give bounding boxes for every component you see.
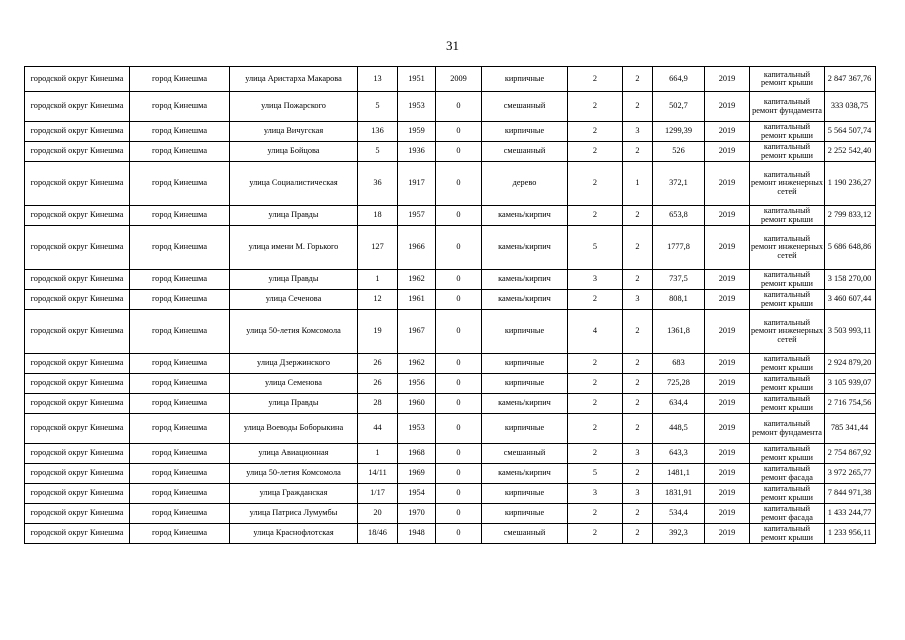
floors-cell: 2 (568, 162, 623, 206)
entrances-cell: 2 (623, 524, 653, 544)
city-cell: город Кинешма (130, 354, 230, 374)
area-cell: 808,1 (653, 290, 705, 310)
district-cell: городской округ Кинешма (25, 162, 130, 206)
work-type-cell: капитальный ремонт крыши (750, 524, 825, 544)
work-type-cell: капитальный ремонт крыши (750, 67, 825, 92)
year-built-cell: 1968 (398, 444, 436, 464)
entrances-cell: 2 (623, 414, 653, 444)
year-renovated-cell: 0 (436, 394, 482, 414)
work-type-cell: капитальный ремонт крыши (750, 142, 825, 162)
table-row (25, 226, 876, 270)
street-cell: улица Воеводы Боборыкина (230, 414, 358, 444)
year-built-cell: 1962 (398, 354, 436, 374)
house-number-cell: 127 (358, 226, 398, 270)
plan-year-cell: 2019 (705, 354, 750, 374)
table-row (25, 162, 876, 206)
table-row (25, 67, 876, 92)
work-type-cell: капитальный ремонт инженерных сетей (750, 226, 825, 270)
floors-cell: 2 (568, 206, 623, 226)
plan-year-cell: 2019 (705, 464, 750, 484)
plan-year-cell: 2019 (705, 394, 750, 414)
table-row (25, 354, 876, 374)
district-cell: городской округ Кинешма (25, 122, 130, 142)
cost-cell: 2 799 833,12 (825, 206, 876, 226)
floors-cell: 2 (568, 354, 623, 374)
city-cell: город Кинешма (130, 484, 230, 504)
table-row (25, 142, 876, 162)
entrances-cell: 2 (623, 374, 653, 394)
year-renovated-cell: 0 (436, 142, 482, 162)
year-built-cell: 1960 (398, 394, 436, 414)
house-number-cell: 13 (358, 67, 398, 92)
floors-cell: 2 (568, 67, 623, 92)
wall-material-cell: камень/кирпич (482, 394, 568, 414)
floors-cell: 2 (568, 92, 623, 122)
cost-cell: 2 754 867,92 (825, 444, 876, 464)
cost-cell: 3 503 993,11 (825, 310, 876, 354)
district-cell: городской округ Кинешма (25, 484, 130, 504)
street-cell: улица Гражданская (230, 484, 358, 504)
floors-cell: 2 (568, 394, 623, 414)
city-cell: город Кинешма (130, 394, 230, 414)
city-cell: город Кинешма (130, 142, 230, 162)
area-cell: 372,1 (653, 162, 705, 206)
year-built-cell: 1959 (398, 122, 436, 142)
floors-cell: 2 (568, 504, 623, 524)
wall-material-cell: смешанный (482, 444, 568, 464)
district-cell: городской округ Кинешма (25, 270, 130, 290)
street-cell: улица Патриса Лумумбы (230, 504, 358, 524)
area-cell: 534,4 (653, 504, 705, 524)
plan-year-cell: 2019 (705, 270, 750, 290)
house-number-cell: 19 (358, 310, 398, 354)
district-cell: городской округ Кинешма (25, 464, 130, 484)
year-built-cell: 1953 (398, 414, 436, 444)
street-cell: улица Пожарского (230, 92, 358, 122)
year-built-cell: 1970 (398, 504, 436, 524)
street-cell: улица 50-летия Комсомола (230, 464, 358, 484)
house-number-cell: 44 (358, 414, 398, 444)
floors-cell: 5 (568, 464, 623, 484)
wall-material-cell: кирпичные (482, 354, 568, 374)
cost-cell: 5 564 507,74 (825, 122, 876, 142)
floors-cell: 2 (568, 414, 623, 444)
house-number-cell: 36 (358, 162, 398, 206)
entrances-cell: 2 (623, 464, 653, 484)
entrances-cell: 2 (623, 394, 653, 414)
street-cell: улица Правды (230, 394, 358, 414)
district-cell: городской округ Кинешма (25, 354, 130, 374)
housing-repair-table (24, 66, 876, 544)
plan-year-cell: 2019 (705, 444, 750, 464)
street-cell: улица Краснофлотская (230, 524, 358, 544)
year-built-cell: 1951 (398, 67, 436, 92)
floors-cell: 2 (568, 374, 623, 394)
plan-year-cell: 2019 (705, 206, 750, 226)
area-cell: 526 (653, 142, 705, 162)
plan-year-cell: 2019 (705, 142, 750, 162)
cost-cell: 3 158 270,00 (825, 270, 876, 290)
area-cell: 725,28 (653, 374, 705, 394)
plan-year-cell: 2019 (705, 67, 750, 92)
street-cell: улица Правды (230, 206, 358, 226)
district-cell: городской округ Кинешма (25, 374, 130, 394)
work-type-cell: капитальный ремонт крыши (750, 206, 825, 226)
year-built-cell: 1956 (398, 374, 436, 394)
table-row (25, 310, 876, 354)
year-renovated-cell: 0 (436, 226, 482, 270)
district-cell: городской округ Кинешма (25, 444, 130, 464)
wall-material-cell: смешанный (482, 142, 568, 162)
entrances-cell: 2 (623, 206, 653, 226)
cost-cell: 3 460 607,44 (825, 290, 876, 310)
area-cell: 643,3 (653, 444, 705, 464)
entrances-cell: 2 (623, 504, 653, 524)
year-renovated-cell: 0 (436, 270, 482, 290)
cost-cell: 1 433 244,77 (825, 504, 876, 524)
year-renovated-cell: 0 (436, 206, 482, 226)
plan-year-cell: 2019 (705, 374, 750, 394)
area-cell: 737,5 (653, 270, 705, 290)
plan-year-cell: 2019 (705, 92, 750, 122)
entrances-cell: 2 (623, 142, 653, 162)
year-renovated-cell: 0 (436, 122, 482, 142)
work-type-cell: капитальный ремонт фасада (750, 464, 825, 484)
area-cell: 1777,8 (653, 226, 705, 270)
year-renovated-cell: 0 (436, 524, 482, 544)
year-renovated-cell: 0 (436, 310, 482, 354)
wall-material-cell: дерево (482, 162, 568, 206)
entrances-cell: 2 (623, 226, 653, 270)
district-cell: городской округ Кинешма (25, 92, 130, 122)
floors-cell: 3 (568, 484, 623, 504)
cost-cell: 3 105 939,07 (825, 374, 876, 394)
year-renovated-cell: 0 (436, 414, 482, 444)
wall-material-cell: кирпичные (482, 67, 568, 92)
district-cell: городской округ Кинешма (25, 206, 130, 226)
table-row (25, 122, 876, 142)
city-cell: город Кинешма (130, 67, 230, 92)
district-cell: городской округ Кинешма (25, 226, 130, 270)
floors-cell: 2 (568, 524, 623, 544)
plan-year-cell: 2019 (705, 484, 750, 504)
city-cell: город Кинешма (130, 464, 230, 484)
street-cell: улица Дзержинского (230, 354, 358, 374)
street-cell: улица Социалистическая (230, 162, 358, 206)
entrances-cell: 2 (623, 270, 653, 290)
city-cell: город Кинешма (130, 206, 230, 226)
table-row (25, 394, 876, 414)
entrances-cell: 2 (623, 67, 653, 92)
wall-material-cell: кирпичные (482, 122, 568, 142)
floors-cell: 2 (568, 290, 623, 310)
city-cell: город Кинешма (130, 414, 230, 444)
cost-cell: 333 038,75 (825, 92, 876, 122)
plan-year-cell: 2019 (705, 414, 750, 444)
city-cell: город Кинешма (130, 162, 230, 206)
wall-material-cell: камень/кирпич (482, 464, 568, 484)
area-cell: 1481,1 (653, 464, 705, 484)
wall-material-cell: смешанный (482, 524, 568, 544)
city-cell: город Кинешма (130, 226, 230, 270)
area-cell: 1361,8 (653, 310, 705, 354)
year-built-cell: 1967 (398, 310, 436, 354)
house-number-cell: 20 (358, 504, 398, 524)
area-cell: 1831,91 (653, 484, 705, 504)
work-type-cell: капитальный ремонт крыши (750, 290, 825, 310)
street-cell: улица Бойцова (230, 142, 358, 162)
house-number-cell: 5 (358, 92, 398, 122)
entrances-cell: 3 (623, 122, 653, 142)
wall-material-cell: камень/кирпич (482, 290, 568, 310)
year-renovated-cell: 0 (436, 290, 482, 310)
plan-year-cell: 2019 (705, 226, 750, 270)
work-type-cell: капитальный ремонт инженерных сетей (750, 310, 825, 354)
work-type-cell: капитальный ремонт фасада (750, 504, 825, 524)
wall-material-cell: кирпичные (482, 484, 568, 504)
area-cell: 653,8 (653, 206, 705, 226)
street-cell: улица Правды (230, 270, 358, 290)
floors-cell: 2 (568, 142, 623, 162)
house-number-cell: 26 (358, 354, 398, 374)
cost-cell: 3 972 265,77 (825, 464, 876, 484)
floors-cell: 2 (568, 444, 623, 464)
year-built-cell: 1954 (398, 484, 436, 504)
table-row (25, 92, 876, 122)
year-renovated-cell: 0 (436, 162, 482, 206)
work-type-cell: капитальный ремонт крыши (750, 484, 825, 504)
floors-cell: 2 (568, 122, 623, 142)
area-cell: 392,3 (653, 524, 705, 544)
plan-year-cell: 2019 (705, 310, 750, 354)
entrances-cell: 2 (623, 92, 653, 122)
entrances-cell: 3 (623, 484, 653, 504)
work-type-cell: капитальный ремонт крыши (750, 394, 825, 414)
house-number-cell: 1/17 (358, 484, 398, 504)
entrances-cell: 2 (623, 354, 653, 374)
house-number-cell: 1 (358, 270, 398, 290)
table-row (25, 524, 876, 544)
area-cell: 683 (653, 354, 705, 374)
table-row (25, 444, 876, 464)
area-cell: 664,9 (653, 67, 705, 92)
city-cell: город Кинешма (130, 122, 230, 142)
plan-year-cell: 2019 (705, 162, 750, 206)
area-cell: 448,5 (653, 414, 705, 444)
house-number-cell: 26 (358, 374, 398, 394)
district-cell: городской округ Кинешма (25, 394, 130, 414)
cost-cell: 1 190 236,27 (825, 162, 876, 206)
year-renovated-cell: 0 (436, 92, 482, 122)
plan-year-cell: 2019 (705, 524, 750, 544)
year-built-cell: 1953 (398, 92, 436, 122)
work-type-cell: капитальный ремонт крыши (750, 270, 825, 290)
entrances-cell: 2 (623, 310, 653, 354)
year-built-cell: 1969 (398, 464, 436, 484)
wall-material-cell: кирпичные (482, 414, 568, 444)
year-built-cell: 1962 (398, 270, 436, 290)
area-cell: 502,7 (653, 92, 705, 122)
wall-material-cell: кирпичные (482, 374, 568, 394)
year-built-cell: 1917 (398, 162, 436, 206)
wall-material-cell: камень/кирпич (482, 206, 568, 226)
plan-year-cell: 2019 (705, 504, 750, 524)
street-cell: улица Авиационная (230, 444, 358, 464)
house-number-cell: 1 (358, 444, 398, 464)
year-renovated-cell: 0 (436, 484, 482, 504)
district-cell: городской округ Кинешма (25, 414, 130, 444)
area-cell: 634,4 (653, 394, 705, 414)
district-cell: городской округ Кинешма (25, 524, 130, 544)
city-cell: город Кинешма (130, 444, 230, 464)
year-renovated-cell: 2009 (436, 67, 482, 92)
street-cell: улица Вичугская (230, 122, 358, 142)
cost-cell: 2 716 754,56 (825, 394, 876, 414)
city-cell: город Кинешма (130, 310, 230, 354)
cost-cell: 2 252 542,40 (825, 142, 876, 162)
area-cell: 1299,39 (653, 122, 705, 142)
work-type-cell: капитальный ремонт фундамента (750, 414, 825, 444)
district-cell: городской округ Кинешма (25, 290, 130, 310)
street-cell: улица имени М. Горького (230, 226, 358, 270)
floors-cell: 3 (568, 270, 623, 290)
table-row (25, 290, 876, 310)
work-type-cell: капитальный ремонт крыши (750, 374, 825, 394)
year-renovated-cell: 0 (436, 504, 482, 524)
year-built-cell: 1957 (398, 206, 436, 226)
table-row (25, 270, 876, 290)
city-cell: город Кинешма (130, 92, 230, 122)
work-type-cell: капитальный ремонт крыши (750, 122, 825, 142)
city-cell: город Кинешма (130, 270, 230, 290)
house-number-cell: 14/11 (358, 464, 398, 484)
entrances-cell: 1 (623, 162, 653, 206)
cost-cell: 785 341,44 (825, 414, 876, 444)
table-row (25, 464, 876, 484)
plan-year-cell: 2019 (705, 290, 750, 310)
year-built-cell: 1961 (398, 290, 436, 310)
table-row (25, 374, 876, 394)
city-cell: город Кинешма (130, 290, 230, 310)
year-renovated-cell: 0 (436, 354, 482, 374)
entrances-cell: 3 (623, 444, 653, 464)
house-number-cell: 28 (358, 394, 398, 414)
city-cell: город Кинешма (130, 524, 230, 544)
street-cell: улица Сеченова (230, 290, 358, 310)
cost-cell: 7 844 971,38 (825, 484, 876, 504)
table-row (25, 484, 876, 504)
year-built-cell: 1966 (398, 226, 436, 270)
work-type-cell: капитальный ремонт крыши (750, 444, 825, 464)
district-cell: городской округ Кинешма (25, 310, 130, 354)
cost-cell: 5 686 648,86 (825, 226, 876, 270)
house-number-cell: 136 (358, 122, 398, 142)
work-type-cell: капитальный ремонт фундамента (750, 92, 825, 122)
floors-cell: 5 (568, 226, 623, 270)
city-cell: город Кинешма (130, 374, 230, 394)
wall-material-cell: кирпичные (482, 310, 568, 354)
cost-cell: 2 924 879,20 (825, 354, 876, 374)
wall-material-cell: камень/кирпич (482, 226, 568, 270)
year-renovated-cell: 0 (436, 444, 482, 464)
house-number-cell: 5 (358, 142, 398, 162)
street-cell: улица Аристарха Макарова (230, 67, 358, 92)
street-cell: улица 50-летия Комсомола (230, 310, 358, 354)
cost-cell: 2 847 367,76 (825, 67, 876, 92)
work-type-cell: капитальный ремонт крыши (750, 354, 825, 374)
street-cell: улица Семенова (230, 374, 358, 394)
floors-cell: 4 (568, 310, 623, 354)
table-row (25, 504, 876, 524)
year-built-cell: 1936 (398, 142, 436, 162)
wall-material-cell: камень/кирпич (482, 270, 568, 290)
work-type-cell: капитальный ремонт инженерных сетей (750, 162, 825, 206)
cost-cell: 1 233 956,11 (825, 524, 876, 544)
plan-year-cell: 2019 (705, 122, 750, 142)
district-cell: городской округ Кинешма (25, 67, 130, 92)
wall-material-cell: кирпичные (482, 504, 568, 524)
table-row (25, 206, 876, 226)
district-cell: городской округ Кинешма (25, 504, 130, 524)
page-number: 31 (446, 38, 459, 53)
year-built-cell: 1948 (398, 524, 436, 544)
house-number-cell: 12 (358, 290, 398, 310)
house-number-cell: 18/46 (358, 524, 398, 544)
year-renovated-cell: 0 (436, 374, 482, 394)
house-number-cell: 18 (358, 206, 398, 226)
wall-material-cell: смешанный (482, 92, 568, 122)
year-renovated-cell: 0 (436, 464, 482, 484)
table-row (25, 414, 876, 444)
city-cell: город Кинешма (130, 504, 230, 524)
entrances-cell: 3 (623, 290, 653, 310)
district-cell: городской округ Кинешма (25, 142, 130, 162)
